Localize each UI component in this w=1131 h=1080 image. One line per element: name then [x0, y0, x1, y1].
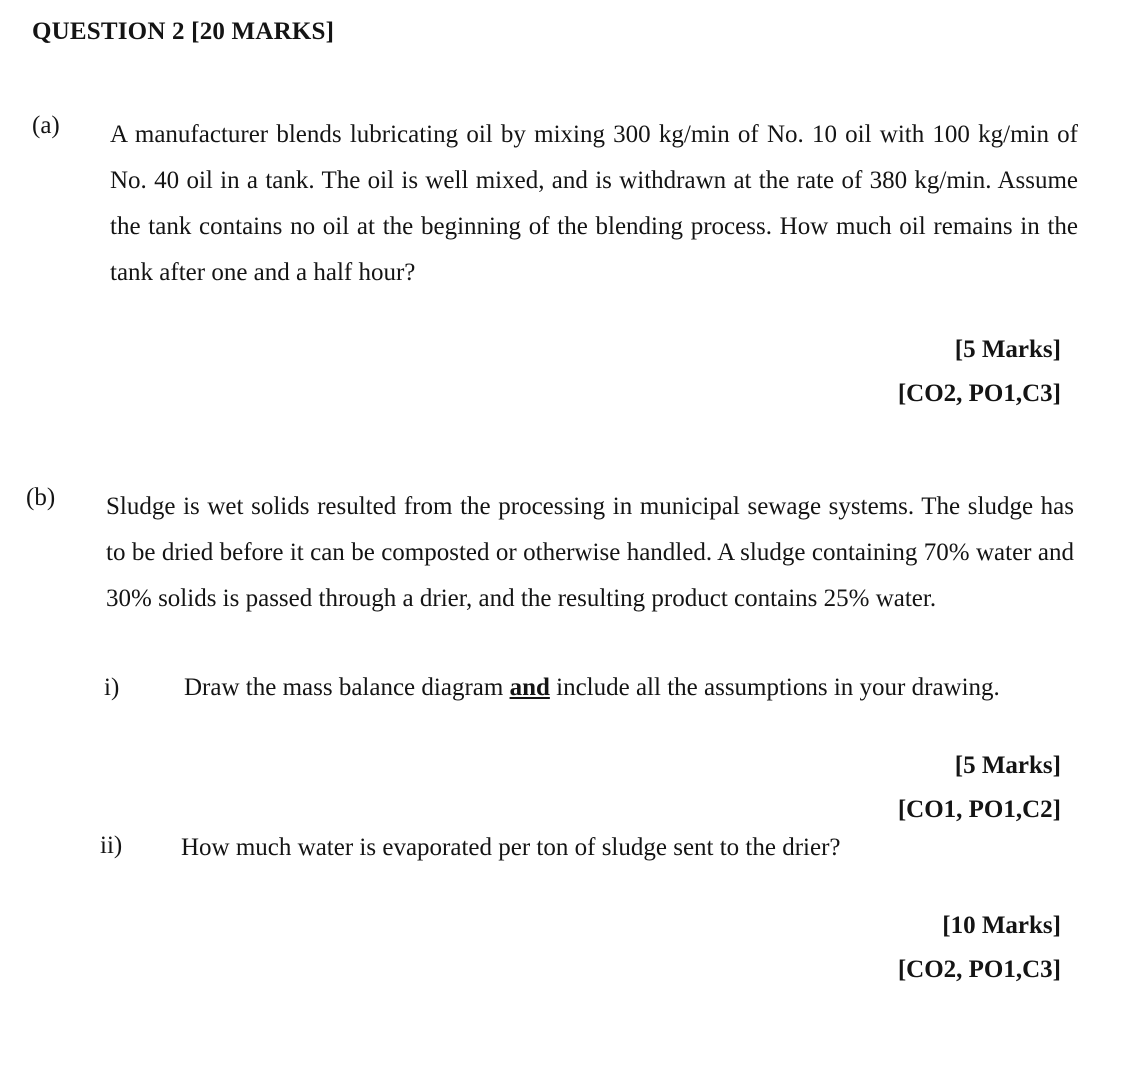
sub-i-marks: [5 Marks] — [954, 752, 1061, 779]
sub-ii-text: How much water is evaporated per ton of sludge sent to the drier? — [181, 834, 841, 861]
part-a-label: (a) — [32, 112, 60, 139]
sub-i-outcomes: [CO1, PO1,C2] — [897, 796, 1061, 823]
part-a-outcomes: [CO2, PO1,C3] — [897, 380, 1061, 407]
sub-ii-outcomes: [CO2, PO1,C3] — [897, 956, 1061, 983]
sub-i-text-after: include all the assumptions in your drawing. — [549, 674, 1000, 701]
part-a-marks: [5 Marks] — [954, 336, 1061, 363]
sub-i-text-before: Draw the mass balance diagram — [184, 674, 510, 701]
sub-i-emphasis: and — [509, 674, 550, 701]
part-b-text: Sludge is wet solids resulted from the processing in municipal sewage systems. The sludge has to be dried before it can be composted or otherwise handled. A sludge containing 70% water and 30% solids is passed through a drier, and the resulting product contains 25% water. — [106, 493, 1074, 612]
sub-ii-marks: [10 Marks] — [942, 912, 1061, 939]
question-title: QUESTION 2 [20 MARKS] — [32, 18, 335, 45]
part-b-label: (b) — [26, 484, 56, 511]
sub-ii-label: ii) — [100, 832, 123, 859]
part-a-text: A manufacturer blends lubricating oil by mixing 300 kg/min of No. 10 oil with 100 kg/min of No. 40 oil in a tank. The oil is well mixed, and is withdrawn at the rate of 380 kg/min. Assume the tank contains no oil at the beginning of the blending process. How much oil remains in the tank after one and a half hour? — [110, 121, 1078, 286]
sub-i-text — [184, 674, 1000, 702]
sub-i-label: i) — [104, 674, 120, 701]
